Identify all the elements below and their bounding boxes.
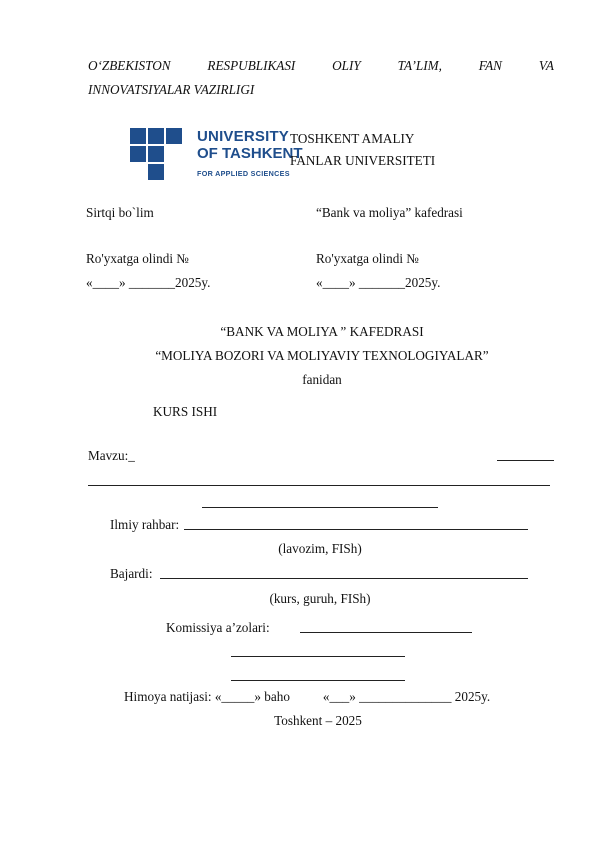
topic-label: Mavzu:_ [88, 448, 135, 463]
supervisor-hint: (lavozim, FISh) [278, 541, 362, 556]
topic-line-3 [202, 507, 438, 508]
department-name: “Bank va moliya” kafedrasi [316, 205, 463, 220]
performer-label: Bajardi: [110, 566, 153, 581]
university-logo-mark [130, 128, 184, 180]
subject-title: “MOLIYA BOZORI VA MOLIYAVIY TEXNOLOGIYALAR” [155, 348, 489, 363]
supervisor-label: Ilmiy rahbar: [110, 517, 180, 532]
logo-line-1: UNIVERSITY [197, 128, 290, 145]
topic-line-2 [88, 485, 550, 486]
right-registered-label: Ro'yxatga olindi № [316, 251, 419, 266]
left-registered-label: Ro'yxatga olindi № [86, 251, 189, 266]
work-type: KURS ISHI [153, 404, 218, 419]
study-form: Sirtqi bo`lim [86, 205, 154, 220]
university-logo-text [197, 128, 303, 180]
performer-hint: (kurs, guruh, FISh) [269, 591, 371, 606]
topic-line-end [497, 460, 554, 461]
commission-line-2 [231, 656, 405, 657]
commission-label: Komissiya a’zolari: [166, 620, 270, 635]
university-name-line-2: FANLAR UNIVERSITETI [290, 153, 436, 168]
footer-city-year: Toshkent – 2025 [274, 713, 362, 728]
left-registration-date: «____» _______2025y. [86, 275, 211, 290]
fanidan-label: fanidan [302, 372, 342, 387]
ministry-word: RESPUBLIKASI [207, 58, 296, 73]
right-registration-date: «____» _______2025y. [316, 275, 441, 290]
commission-line-1 [300, 632, 472, 633]
ministry-word: TA’LIM, [397, 58, 442, 73]
ministry-word: VA [538, 58, 554, 73]
defense-result: Himoya natijasi: «_____» baho «___» ______________ 2025y. [124, 689, 491, 704]
supervisor-line [184, 529, 528, 530]
ministry-line-2: INNOVATSIYALAR VAZIRLIGI [88, 82, 255, 97]
ministry-line-1 [88, 58, 554, 74]
logo-line-2: OF TASHKENT [197, 145, 303, 162]
logo-line-3: FOR APPLIED SCIENCES [197, 169, 290, 178]
ministry-header [88, 58, 554, 98]
university-name-line-1: TOSHKENT AMALIY [290, 131, 415, 146]
ministry-word: FAN [478, 58, 502, 73]
performer-line [160, 578, 528, 579]
commission-line-3 [231, 680, 405, 681]
ministry-word: OLIY [332, 58, 361, 73]
department-title: “BANK VA MOLIYA ” KAFEDRASI [220, 324, 424, 339]
ministry-word: O‘ZBEKISTON [88, 58, 171, 73]
